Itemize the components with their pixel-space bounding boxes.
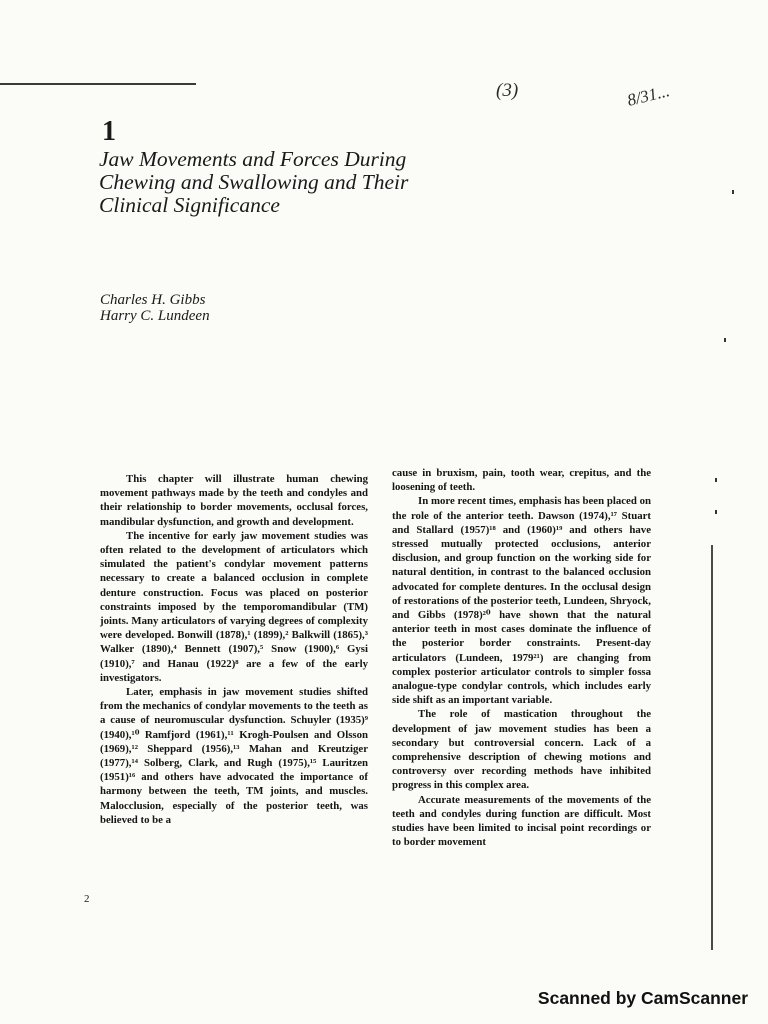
scan-speck [724, 338, 726, 342]
chapter-title: Jaw Movements and Forces During Chewing and Swallowing and Their Clinical Significance [99, 147, 409, 217]
scan-speck [732, 190, 734, 194]
author-name: Harry C. Lundeen [100, 308, 210, 324]
right-column [392, 466, 651, 849]
scanner-watermark: Scanned by CamScanner [537, 988, 748, 1008]
paragraph: The incentive for early jaw movement studies was often related to the development of articulators which simulated the patient's condylar movement patterns necessary to create a balanced occlusion in complete denture construction. Focus was placed on posterior constraints imposed by the temporomandibular (TM) joints. Many articulators of varying degrees of complexity were developed. Bonwill (1878),¹ (1899),² Balkwill (1865),³ Walker (1890),⁴ Bennett (1907),⁵ Snow (1900),⁶ Gysi (1910),⁷ and Hanau (1922)⁸ are a few of the early investigators. [100, 529, 368, 684]
handwritten-note: 8/31... [625, 81, 672, 110]
paragraph: cause in bruxism, pain, tooth wear, crepitus, and the loosening of teeth. [392, 467, 651, 494]
scan-speck [715, 510, 717, 514]
paragraph: In more recent times, emphasis has been placed on the role of the anterior teeth. Dawson (1974),¹⁷ Stuart and Stallard (1957)¹⁸ and (1960)¹⁹ and others have stressed mutually protected occlusions, anterior disclusion, and group function on the working side for natural dentition, in contrast to the balanced occlusion advocated for complete dentures. In the occlusal design of restorations of the posterior teeth, Lundeen, Shryock, and Gibbs (1978)²⁰ have shown that the natural anterior teeth in most cases dominate the influence of the posterior border constraints. Present-day articulators (Lundeen, 1979²¹) are changing from complex posterior articulator controls to simpler fossa analogue-type condylar controls, which includes early side shift as an important variable. [392, 495, 651, 707]
paragraph: This chapter will illustrate human chewing movement pathways made by the teeth and condyles and their relationship to border movements, occlusal forces, mandibular dysfunction, and growth and development. [100, 473, 368, 528]
authors [100, 292, 210, 324]
page-number: 2 [84, 893, 90, 905]
handwritten-circled-number: (3) [496, 80, 519, 101]
author-name: Charles H. Gibbs [100, 292, 206, 308]
left-column [100, 472, 368, 827]
scan-speck [715, 478, 717, 482]
scan-artifact-line [711, 545, 713, 950]
chapter-number: 1 [102, 116, 116, 147]
top-rule [0, 83, 196, 85]
paragraph: Later, emphasis in jaw movement studies shifted from the mechanics of condylar movements to the teeth as a cause of neuromuscular dysfunction. Schuyler (1935)⁹ (1940),¹⁰ Ramfjord (1961),¹¹ Krogh-Poulsen and Olsson (1969),¹² Sheppard (1956),¹³ Mahan and Kreutziger (1977),¹⁴ Solberg, Clark, and Rugh (1975),¹⁵ Lauritzen (1951)¹⁶ and others have advocated the importance of harmony between the teeth, TM joints, and muscles. Malocclusion, especially of the posterior teeth, was believed to be a [100, 686, 368, 826]
paragraph: The role of mastication throughout the development of jaw movement studies has been a secondary but controversial concern. Lack of a comprehensive description of chewing motions and controversy over recording methods have inhibited progress in this complex area. [392, 708, 651, 792]
paragraph: Accurate measurements of the movements of the teeth and condyles during function are difficult. Most studies have been limited to incisal point recordings or to border movement [392, 793, 651, 849]
